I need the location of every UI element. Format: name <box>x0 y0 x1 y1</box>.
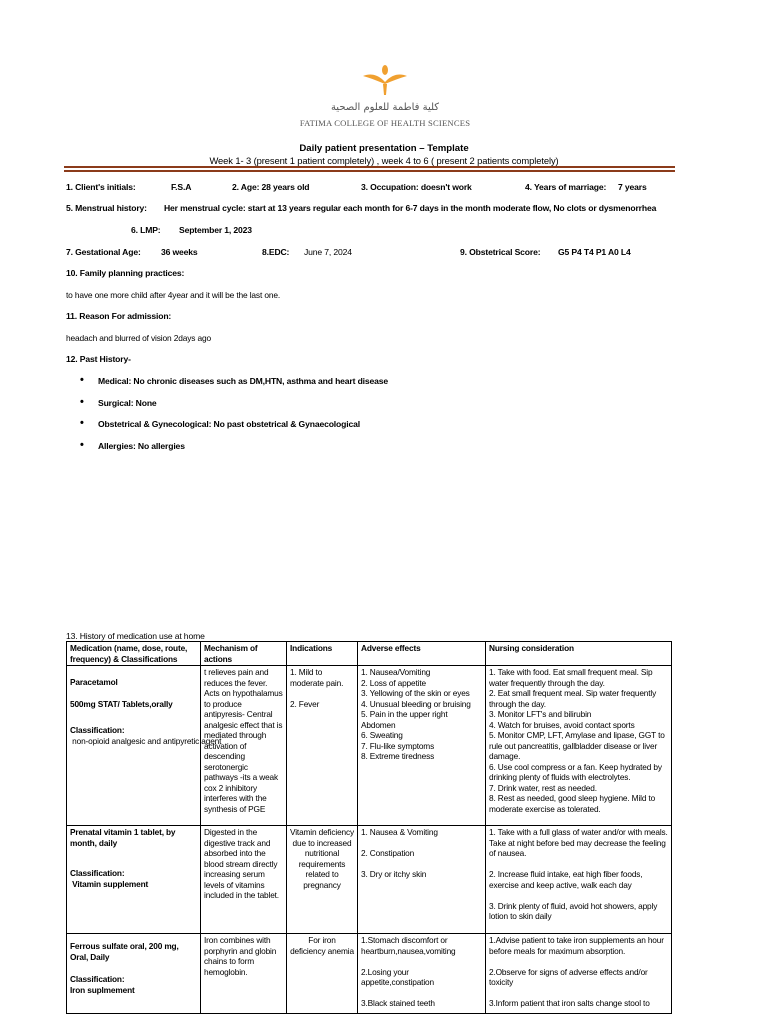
table-row <box>67 826 672 934</box>
medication-cell <box>67 666 222 826</box>
nursing-consideration-cell: 1.Advise patient to take iron supplements an hour before meals for maximum absorption. 2.Observe for signs of adverse effects and/or toxicity 3.Inform patient that iron salts change stool to <box>486 934 672 1014</box>
reason-value: headach and blurred of vision 2days ago <box>66 333 212 343</box>
college-logo <box>292 64 478 134</box>
mechanism-cell: Iron combines with porphyrin and globin chains to form hemoglobin. <box>201 934 287 1014</box>
table-row <box>67 934 672 1014</box>
classification-value: Iron suplmement <box>70 984 135 995</box>
mechanism-cell: t relieves pain and reduces the fever. Acts on hypothalamus to produce antipyresis- Central analgesic effect that is mediated through activation of descending serotonergic pathways -its a weak cox 2 inhibitory interferes with the synthesis of PGE <box>201 666 287 826</box>
obstetrical-score-value: G5 P4 T4 P1 A0 L4 <box>558 247 631 257</box>
header-rule-top <box>64 166 675 168</box>
past-history-item: • Obstetrical & Gynecological: No past obstetrical & Gynaecological <box>66 419 388 441</box>
past-history-label: 12. Past History- <box>66 354 131 364</box>
past-history-item: • Medical: No chronic diseases such as DM,HTN, asthma and heart disease <box>66 376 388 398</box>
logo-arabic-text: كلية فاطمة للعلوم الصحية <box>330 102 440 113</box>
classification-label: Classification: <box>70 868 125 878</box>
lmp-value: September 1, 2023 <box>179 225 252 235</box>
page-subtitle: Week 1- 3 (present 1 patient completely) , week 4 to 6 ( present 2 patients completely) <box>209 155 559 166</box>
adverse-effects-cell: 1. Nausea & Vomiting 2. Constipation 3. Dry or itchy skin <box>358 826 486 934</box>
initials-value: F.S.A <box>171 182 192 192</box>
header-medication: Medication (name, dose, route, frequency) & Classifications <box>67 642 201 666</box>
classification-label: Classification: <box>70 974 125 984</box>
medication-table <box>66 641 672 1014</box>
adverse-effects-cell: 1.Stomach discomfort or heartburn,nausea,vomiting 2.Losing your appetite,constipation 3.Black stained teeth <box>358 934 486 1014</box>
age-field: 2. Age: 28 years old <box>232 182 310 192</box>
classification-value: Vitamin supplement <box>70 878 149 889</box>
classification-value: non-opioid analgesic and antipyretic agent <box>70 735 222 746</box>
page-title: Daily patient presentation – Template <box>299 143 469 154</box>
gestational-age-label: 7. Gestational Age: <box>66 247 141 257</box>
reason-label: 11. Reason For admission: <box>66 311 172 321</box>
medication-section-title: 13. History of medication use at home <box>66 631 205 641</box>
indications-cell: Vitamin deficiency due to increased nutritional requirements related to pregnancy <box>287 826 358 934</box>
edc-value: June 7, 2024 <box>304 247 352 257</box>
header-rule-bottom <box>64 170 675 172</box>
header-adverse-effects: Adverse effects <box>358 642 486 666</box>
header-indications: Indications <box>287 642 358 666</box>
table-row <box>67 666 672 826</box>
occupation-field: 3. Occupation: doesn't work <box>361 182 472 192</box>
nursing-consideration-cell: 1. Take with food. Eat small frequent meal. Sip water frequently through the day. 2. Eat small frequent meal. Sip water frequently through the day. 3. Monitor LFT's and bilirubin 4. Watch for bruises, avoid contact sports 5. Monitor CMP, LFT, Amylase and lipase, GGT to rule out pancreatitis, gallbladder disease or liver damage. 6. Use cool compress or a fan. Keep hydrated by drinking plenty of fluids with electrolytes. 7. Drink water, rest as needed. 8. Rest as needed, good sleep hygiene. Mild to moderate exercise as tolerated. <box>486 666 672 826</box>
past-history-list <box>66 376 388 462</box>
header-mechanism: Mechanism of actions <box>201 642 287 666</box>
medication-name: Ferrous sulfate oral, 200 mg, Oral, Daily <box>70 941 179 962</box>
mechanism-cell: Digested in the digestive track and absorbed into the blood stream directly increasing serum levels of vitamins included in the tablet. <box>201 826 287 934</box>
adverse-effects-cell: 1. Nausea/Vomiting 2. Loss of appetite 3. Yellowing of the skin or eyes 4. Unusual bleeding or bruising 5. Pain in the upper right Abdomen 6. Sweating 7. Flu-like symptoms 8. Extreme tiredness <box>358 666 486 826</box>
classification-label: Classification: <box>70 725 125 735</box>
marriage-label: 4. Years of marriage: <box>525 182 607 192</box>
medication-cell <box>67 826 201 934</box>
header-nursing-consideration: Nursing consideration <box>486 642 672 666</box>
medication-name: Paracetamol <box>70 677 118 687</box>
marriage-value: 7 years <box>618 182 647 192</box>
indications-cell: For iron deficiency anemia <box>287 934 358 1014</box>
gestational-age-value: 36 weeks <box>161 247 198 257</box>
table-header-row <box>67 642 672 666</box>
family-planning-value: to have one more child after 4year and it will be the last one. <box>66 290 281 300</box>
lmp-label: 6. LMP: <box>131 225 161 235</box>
medication-name: Prenatal vitamin 1 tablet, by month, daily <box>70 827 176 848</box>
medication-dose: 500mg STAT/ Tablets,orally <box>70 698 173 709</box>
menstrual-value: Her menstrual cycle: start at 13 years regular each month for 6-7 days in the month moderate flow, No clots or dysmenorrhea <box>164 203 657 213</box>
past-history-item: • Surgical: None <box>66 398 388 420</box>
nursing-consideration-cell: 1. Take with a full glass of water and/or with meals. Take at night before bed may decrease the feeling of nausea. 2. Increase fluid intake, eat high fiber foods, exercise and keep active, walk each day 3. Drink plenty of fluid, avoid hot showers, apply lotion to skin daily <box>486 826 672 934</box>
medication-cell <box>67 934 201 1014</box>
obstetrical-score-label: 9. Obstetrical Score: <box>460 247 541 257</box>
logo-english-text: FATIMA COLLEGE OF HEALTH SCIENCES <box>299 118 471 128</box>
family-planning-label: 10. Family planning practices: <box>66 268 185 278</box>
initials-label: 1. Client's initials: <box>66 182 136 192</box>
menstrual-label: 5. Menstrual history: <box>66 203 147 213</box>
edc-label: 8.EDC: <box>262 247 290 257</box>
indications-cell: 1. Mild to moderate pain. 2. Fever <box>287 666 358 826</box>
past-history-item: • Allergies: No allergies <box>66 441 388 463</box>
